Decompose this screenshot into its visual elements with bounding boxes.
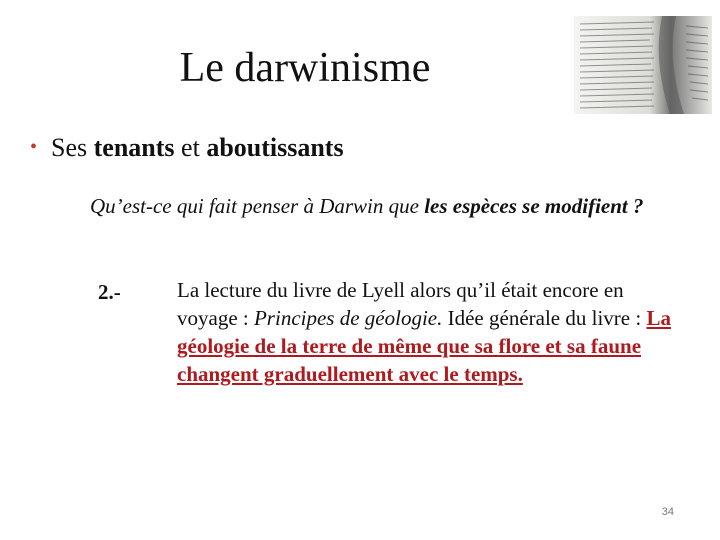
bullet-prefix: Ses bbox=[51, 133, 94, 162]
bullet-heading bbox=[30, 132, 344, 166]
page-number: 34 bbox=[661, 506, 674, 518]
item-book-title: Principes de géologie. bbox=[253, 306, 443, 330]
question-part1: Qu’est-ce qui fait penser à Darwin que bbox=[90, 194, 425, 218]
bullet-bold-tenants: tenants bbox=[93, 133, 175, 162]
bullet-bold-aboutissants: aboutissants bbox=[206, 133, 344, 162]
book-pages-image bbox=[574, 16, 712, 114]
question-bold: les espèces se modifient ? bbox=[424, 194, 644, 218]
bullet-middle: et bbox=[174, 133, 207, 162]
item-text bbox=[177, 276, 687, 388]
bullet-dot-icon: • bbox=[30, 136, 38, 158]
item-highlight: La géologie de la terre de même que sa flore et sa faune changent graduellement avec le temps. bbox=[177, 306, 671, 386]
slide-title: Le darwinisme bbox=[179, 45, 431, 91]
question-text bbox=[90, 190, 670, 222]
item-text-part2: Idée générale du livre : bbox=[442, 306, 647, 330]
item-number: 2.- bbox=[98, 280, 121, 304]
item-text-part1: La lecture du livre de Lyell alors qu’il était encore en voyage : bbox=[177, 278, 624, 330]
